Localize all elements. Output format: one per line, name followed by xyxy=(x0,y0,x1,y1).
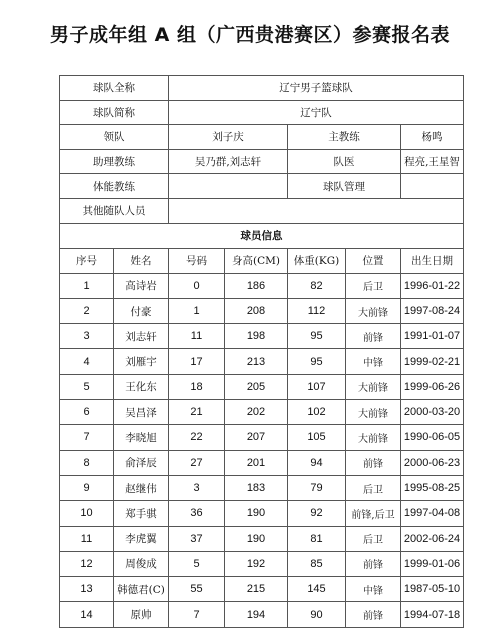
player-name: 周俊成 xyxy=(114,551,169,576)
table-row xyxy=(60,450,464,475)
player-birthdate: 1999-01-06 xyxy=(401,551,464,576)
player-weight: 95 xyxy=(288,324,346,349)
col-header-weight: 体重(KG) xyxy=(288,248,346,273)
player-number: 55 xyxy=(169,577,225,602)
player-weight: 112 xyxy=(288,298,346,323)
player-name: 俞泽辰 xyxy=(114,450,169,475)
players-section-title: 球员信息 xyxy=(60,223,464,248)
registration-table xyxy=(59,75,464,628)
player-height: 194 xyxy=(225,602,288,627)
player-name: 韩德君(C) xyxy=(114,577,169,602)
player-position: 后卫 xyxy=(346,475,401,500)
player-position: 后卫 xyxy=(346,273,401,298)
table-row xyxy=(60,324,464,349)
table-row xyxy=(60,602,464,627)
player-position: 前锋,后卫 xyxy=(346,501,401,526)
player-number: 27 xyxy=(169,450,225,475)
player-weight: 90 xyxy=(288,602,346,627)
team-doctor-label: 队医 xyxy=(288,149,401,174)
player-height: 215 xyxy=(225,577,288,602)
player-index: 12 xyxy=(60,551,114,576)
table-row xyxy=(60,349,464,374)
player-weight: 79 xyxy=(288,475,346,500)
player-height: 190 xyxy=(225,501,288,526)
player-birthdate: 1996-01-22 xyxy=(401,273,464,298)
player-position: 前锋 xyxy=(346,551,401,576)
player-height: 183 xyxy=(225,475,288,500)
player-index: 2 xyxy=(60,298,114,323)
table-row xyxy=(60,273,464,298)
table-row xyxy=(60,374,464,399)
fitness-coach-value xyxy=(169,174,288,199)
player-height: 202 xyxy=(225,400,288,425)
col-header-height: 身高(CM) xyxy=(225,248,288,273)
player-number: 7 xyxy=(169,602,225,627)
table-row xyxy=(60,475,464,500)
player-position: 大前锋 xyxy=(346,374,401,399)
player-height: 190 xyxy=(225,526,288,551)
player-number: 3 xyxy=(169,475,225,500)
player-weight: 145 xyxy=(288,577,346,602)
other-staff-label: 其他随队人员 xyxy=(60,198,169,223)
player-index: 8 xyxy=(60,450,114,475)
team-manager-value xyxy=(401,174,464,199)
player-number: 21 xyxy=(169,400,225,425)
player-name: 付豪 xyxy=(114,298,169,323)
player-number: 0 xyxy=(169,273,225,298)
col-header-name: 姓名 xyxy=(114,248,169,273)
table-row xyxy=(60,298,464,323)
player-number: 1 xyxy=(169,298,225,323)
player-position: 大前锋 xyxy=(346,400,401,425)
players-header-row xyxy=(60,248,464,273)
player-position: 中锋 xyxy=(346,349,401,374)
player-position: 前锋 xyxy=(346,324,401,349)
player-number: 17 xyxy=(169,349,225,374)
player-weight: 95 xyxy=(288,349,346,374)
col-header-index: 序号 xyxy=(60,248,114,273)
player-index: 5 xyxy=(60,374,114,399)
player-position: 大前锋 xyxy=(346,298,401,323)
player-index: 4 xyxy=(60,349,114,374)
player-index: 6 xyxy=(60,400,114,425)
player-birthdate: 1999-06-26 xyxy=(401,374,464,399)
player-position: 前锋 xyxy=(346,450,401,475)
team-short-name-value: 辽宁队 xyxy=(169,100,464,125)
players-section-row xyxy=(60,223,464,248)
col-header-number: 号码 xyxy=(169,248,225,273)
leader-label: 领队 xyxy=(60,125,169,150)
table-row xyxy=(60,501,464,526)
team-doctor-value: 程亮,王星智 xyxy=(401,149,464,174)
player-birthdate: 2002-06-24 xyxy=(401,526,464,551)
table-row xyxy=(60,526,464,551)
team-manager-label: 球队管理 xyxy=(288,174,401,199)
player-name: 刘志轩 xyxy=(114,324,169,349)
player-birthdate: 1990-06-05 xyxy=(401,425,464,450)
player-name: 吴昌泽 xyxy=(114,400,169,425)
player-name: 刘雁宇 xyxy=(114,349,169,374)
team-full-name-label: 球队全称 xyxy=(60,76,169,101)
player-birthdate: 1994-07-18 xyxy=(401,602,464,627)
player-birthdate: 1991-01-07 xyxy=(401,324,464,349)
player-birthdate: 1997-08-24 xyxy=(401,298,464,323)
col-header-birthdate: 出生日期 xyxy=(401,248,464,273)
player-birthdate: 1999-02-21 xyxy=(401,349,464,374)
player-position: 中锋 xyxy=(346,577,401,602)
player-index: 9 xyxy=(60,475,114,500)
player-birthdate: 1995-08-25 xyxy=(401,475,464,500)
col-header-position: 位置 xyxy=(346,248,401,273)
player-index: 13 xyxy=(60,577,114,602)
player-height: 208 xyxy=(225,298,288,323)
player-name: 高诗岩 xyxy=(114,273,169,298)
team-full-name-value: 辽宁男子篮球队 xyxy=(169,76,464,101)
player-index: 10 xyxy=(60,501,114,526)
player-height: 186 xyxy=(225,273,288,298)
team-full-name-row xyxy=(60,76,464,101)
player-number: 36 xyxy=(169,501,225,526)
table-row xyxy=(60,577,464,602)
player-weight: 107 xyxy=(288,374,346,399)
player-birthdate: 2000-06-23 xyxy=(401,450,464,475)
head-coach-value: 杨鸣 xyxy=(401,125,464,150)
fitness-row xyxy=(60,174,464,199)
other-staff-value xyxy=(169,198,464,223)
player-height: 207 xyxy=(225,425,288,450)
assistant-row xyxy=(60,149,464,174)
player-name: 郑手骐 xyxy=(114,501,169,526)
player-height: 213 xyxy=(225,349,288,374)
page-title: 男子成年组 A 组（广西贵港赛区）参赛报名表 xyxy=(50,24,450,46)
table-row xyxy=(60,425,464,450)
leader-row xyxy=(60,125,464,150)
table-row xyxy=(60,551,464,576)
player-birthdate: 1987-05-10 xyxy=(401,577,464,602)
player-weight: 102 xyxy=(288,400,346,425)
player-name: 李晓旭 xyxy=(114,425,169,450)
others-row xyxy=(60,198,464,223)
player-index: 1 xyxy=(60,273,114,298)
player-index: 7 xyxy=(60,425,114,450)
player-height: 201 xyxy=(225,450,288,475)
player-weight: 105 xyxy=(288,425,346,450)
player-height: 192 xyxy=(225,551,288,576)
leader-value: 刘子庆 xyxy=(169,125,288,150)
player-weight: 85 xyxy=(288,551,346,576)
player-name: 赵继伟 xyxy=(114,475,169,500)
assistant-coach-label: 助理教练 xyxy=(60,149,169,174)
player-weight: 81 xyxy=(288,526,346,551)
player-name: 李虎翼 xyxy=(114,526,169,551)
player-index: 11 xyxy=(60,526,114,551)
team-short-name-label: 球队简称 xyxy=(60,100,169,125)
head-coach-label: 主教练 xyxy=(288,125,401,150)
player-position: 后卫 xyxy=(346,526,401,551)
player-birthdate: 2000-03-20 xyxy=(401,400,464,425)
player-number: 37 xyxy=(169,526,225,551)
player-weight: 82 xyxy=(288,273,346,298)
player-position: 大前锋 xyxy=(346,425,401,450)
table-row xyxy=(60,400,464,425)
fitness-coach-label: 体能教练 xyxy=(60,174,169,199)
player-height: 198 xyxy=(225,324,288,349)
assistant-coach-value: 吴乃群,刘志轩 xyxy=(169,149,288,174)
player-name: 王化东 xyxy=(114,374,169,399)
player-birthdate: 1997-04-08 xyxy=(401,501,464,526)
player-number: 5 xyxy=(169,551,225,576)
player-index: 14 xyxy=(60,602,114,627)
player-name: 原帅 xyxy=(114,602,169,627)
player-number: 22 xyxy=(169,425,225,450)
player-weight: 92 xyxy=(288,501,346,526)
team-short-name-row xyxy=(60,100,464,125)
player-position: 前锋 xyxy=(346,602,401,627)
player-number: 11 xyxy=(169,324,225,349)
player-rows xyxy=(60,273,464,627)
player-index: 3 xyxy=(60,324,114,349)
player-weight: 94 xyxy=(288,450,346,475)
player-number: 18 xyxy=(169,374,225,399)
player-height: 205 xyxy=(225,374,288,399)
